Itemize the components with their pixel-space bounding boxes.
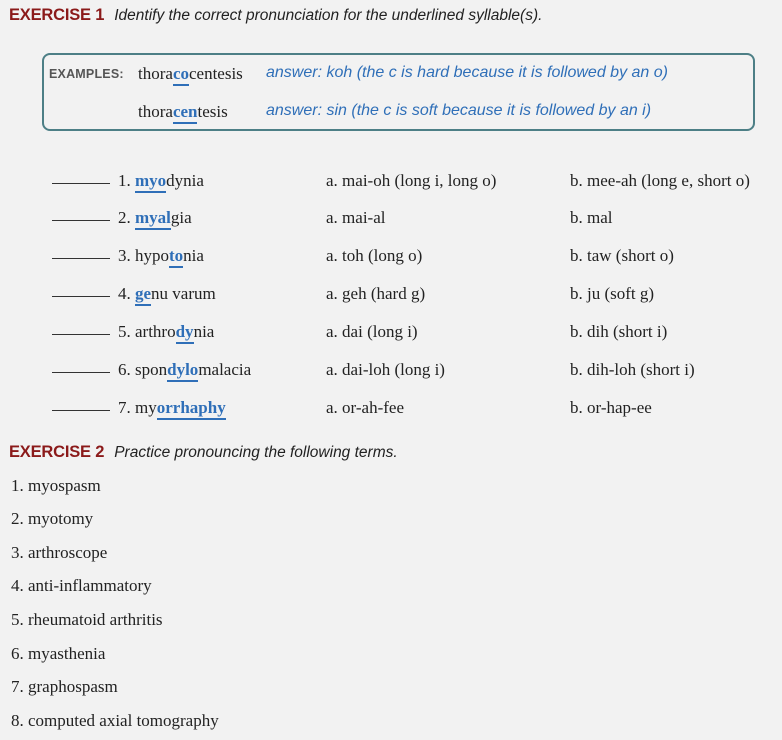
- question-term: [118, 322, 214, 342]
- option-b: b. taw (short o): [570, 246, 674, 265]
- question-number: 1.: [118, 171, 131, 190]
- option-b: b. ju (soft g): [570, 284, 655, 303]
- answer-blank[interactable]: [52, 334, 110, 335]
- underlined-syllable: myo: [135, 171, 166, 193]
- underlined-syllable: orrhaphy: [157, 398, 226, 420]
- option-b: b. dih (short i): [570, 322, 668, 341]
- underlined-syllable: myal: [135, 208, 171, 230]
- question-term: [118, 284, 216, 304]
- question-term: [118, 208, 192, 228]
- example-term-prefix: thora: [138, 102, 173, 121]
- question-term: [118, 398, 226, 418]
- underlined-syllable: dylo: [167, 360, 198, 382]
- option-a: a. dai (long i): [326, 322, 418, 341]
- practice-term: 4. anti-inflammatory: [11, 576, 152, 595]
- underlined-syllable: ge: [135, 284, 151, 306]
- question-number: 2.: [118, 208, 131, 227]
- term-suffix: gia: [170, 208, 192, 227]
- question-row: [0, 322, 782, 346]
- underlined-syllable: to: [169, 246, 183, 268]
- option-a: a. geh (hard g): [326, 284, 426, 303]
- term-suffix: nu varum: [151, 284, 216, 303]
- option-b: b. mee-ah (long e, short o): [570, 171, 750, 190]
- example-answer-1: answer: koh (the c is hard because it is followed by an o): [266, 64, 668, 81]
- question-term: [118, 246, 204, 266]
- term-suffix: dynia: [166, 171, 204, 190]
- option-a: a. mai-al: [326, 208, 386, 227]
- exercise-2-number: EXERCISE 2: [9, 443, 105, 461]
- question-row: [0, 284, 782, 308]
- term-prefix: spon: [135, 360, 168, 379]
- answer-blank[interactable]: [52, 220, 110, 221]
- practice-term: 7. graphospasm: [11, 677, 118, 696]
- question-number: 4.: [118, 284, 131, 303]
- question-number: 7.: [118, 398, 131, 417]
- option-a: a. or-ah-fee: [326, 398, 404, 417]
- option-a: a. toh (long o): [326, 246, 423, 265]
- answer-blank[interactable]: [52, 183, 110, 184]
- question-term: [118, 171, 204, 191]
- option-a: a. mai-oh (long i, long o): [326, 171, 497, 190]
- example-term-suffix: tesis: [197, 102, 228, 121]
- answer-blank[interactable]: [52, 296, 110, 297]
- question-term: [118, 360, 251, 380]
- question-number: 6.: [118, 360, 131, 379]
- term-suffix: malacia: [198, 360, 252, 379]
- example-answer-2: answer: sin (the c is soft because it is followed by an i): [266, 102, 652, 119]
- exercise-2-instruction: Practice pronouncing the following terms.: [114, 444, 398, 461]
- question-row: [0, 171, 782, 195]
- underlined-syllable: dy: [176, 322, 194, 344]
- question-row: [0, 360, 782, 384]
- example-term-1: [138, 64, 243, 84]
- example-term-2: [138, 102, 228, 122]
- answer-blank[interactable]: [52, 410, 110, 411]
- practice-term: 1. myospasm: [11, 476, 101, 495]
- term-suffix: nia: [183, 246, 204, 265]
- question-number: 3.: [118, 246, 131, 265]
- option-b: b. or-hap-ee: [570, 398, 652, 417]
- practice-term: 3. arthroscope: [11, 543, 108, 562]
- example-underlined-syllable: cen: [173, 102, 198, 124]
- option-b: b. dih-loh (short i): [570, 360, 695, 379]
- practice-term: 2. myotomy: [11, 509, 94, 528]
- term-prefix: hypo: [135, 246, 169, 265]
- example-term-suffix: centesis: [188, 64, 243, 83]
- term-prefix: my: [135, 398, 157, 417]
- question-row: [0, 208, 782, 232]
- term-prefix: arthro: [135, 322, 176, 341]
- exercise-1-number: EXERCISE 1: [9, 6, 105, 24]
- exercise-2-heading: [9, 441, 398, 463]
- exercise-1-heading: [9, 4, 542, 26]
- question-number: 5.: [118, 322, 131, 341]
- examples-box: [42, 53, 755, 131]
- practice-term: 6. myasthenia: [11, 644, 106, 663]
- examples-label: EXAMPLES:: [49, 67, 124, 81]
- example-underlined-syllable: co: [173, 64, 189, 86]
- option-b: b. mal: [570, 208, 613, 227]
- answer-blank[interactable]: [52, 372, 110, 373]
- example-term-prefix: thora: [138, 64, 173, 83]
- option-a: a. dai-loh (long i): [326, 360, 445, 379]
- practice-term: 5. rheumatoid arthritis: [11, 610, 163, 629]
- practice-term: 8. computed axial tomography: [11, 711, 219, 730]
- answer-blank[interactable]: [52, 258, 110, 259]
- exercise-1-instruction: Identify the correct pronunciation for the underlined syllable(s).: [114, 7, 543, 24]
- term-suffix: nia: [193, 322, 215, 341]
- question-row: [0, 246, 782, 270]
- question-row: [0, 398, 782, 422]
